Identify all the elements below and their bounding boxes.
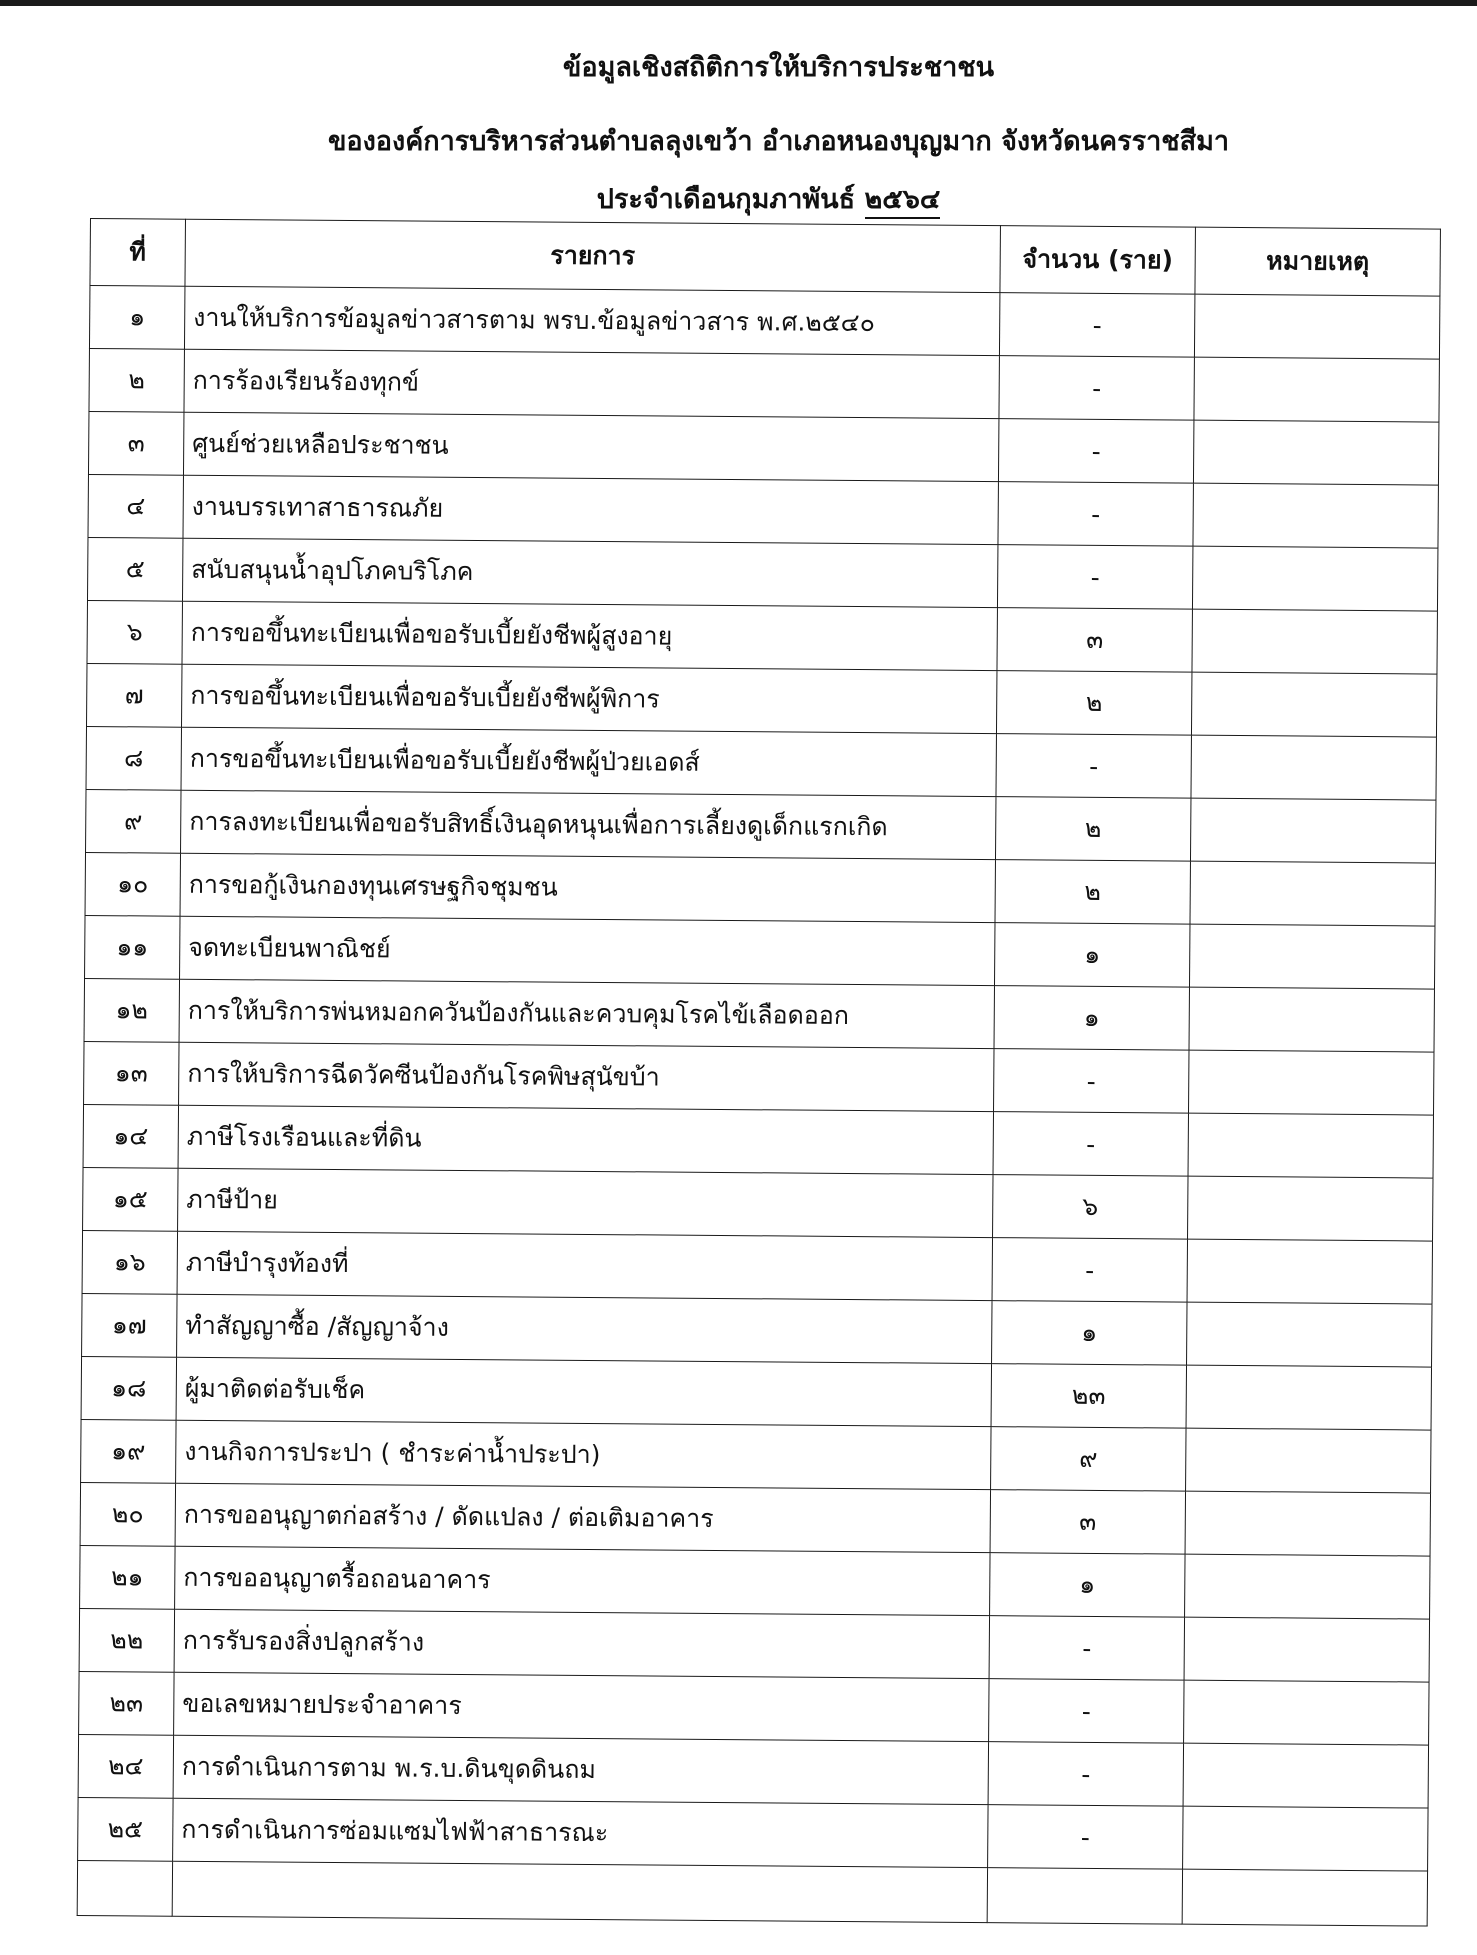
row-note (1193, 420, 1438, 485)
row-count: - (996, 734, 1191, 799)
row-item: งานกิจการประปา ( ชำระค่าน้ำประปา) (176, 1420, 991, 1489)
table-row (79, 1671, 1429, 1745)
table-row (81, 1419, 1431, 1493)
document-subtitle: ขององค์การบริหารส่วนตำบลลุงเขว้า อำเภอหนองบุญมาก จังหวัดนครราชสีมา (327, 126, 1230, 157)
table-row (80, 1545, 1430, 1619)
row-count: ๒ (995, 860, 1190, 925)
row-number: ๒๐ (80, 1482, 175, 1546)
row-item: การให้บริการพ่นหมอกควันป้องกันและควบคุมโรคไข้เลือดออก (179, 979, 994, 1048)
table-row (87, 663, 1437, 737)
row-item: การรับรองสิ่งปลูกสร้าง (174, 1609, 989, 1678)
row-item: ภาษีโรงเรือนและที่ดิน (178, 1105, 993, 1174)
row-note (1193, 483, 1438, 548)
row-note (1185, 1554, 1430, 1619)
row-note (1184, 1680, 1429, 1745)
row-item: การขอกู้เงินกองทุนเศรษฐกิจชุมชน (180, 853, 995, 922)
row-note (1190, 798, 1435, 863)
table-row (79, 1608, 1429, 1682)
period-label: ประจำเดือนกุมภาพันธ์ (596, 184, 865, 215)
table-row (84, 1041, 1434, 1115)
row-number: ๑๖ (82, 1230, 177, 1294)
row-number: ๑๒ (84, 978, 179, 1042)
header-count: จำนวน (ราย) (1000, 226, 1196, 295)
table-row (80, 1482, 1430, 1556)
row-note (1184, 1617, 1429, 1682)
row-item: ขอเลขหมายประจำอาคาร (174, 1672, 989, 1741)
row-item: การขอขึ้นทะเบียนเพื่อขอรับเบี้ยยังชีพผู้สูงอายุ (182, 601, 997, 670)
blank-cell (987, 1868, 1182, 1925)
row-number: ๑๗ (82, 1293, 177, 1357)
row-note (1186, 1365, 1431, 1430)
row-number: ๒๓ (79, 1671, 174, 1735)
table-row (86, 789, 1436, 863)
table-row (84, 978, 1434, 1052)
row-item: สนับสนุนน้ำอุปโภคบริโภค (182, 538, 997, 607)
row-number: ๙ (86, 789, 181, 853)
row-count: - (988, 1805, 1183, 1870)
row-count: - (998, 482, 1193, 547)
row-count: ๒ (996, 671, 1191, 736)
table-row (81, 1356, 1431, 1430)
row-item: ภาษีป้าย (178, 1168, 993, 1237)
row-note (1194, 357, 1439, 422)
row-note (1186, 1428, 1431, 1493)
row-count: - (997, 545, 1192, 610)
row-note (1192, 609, 1437, 674)
row-count: - (989, 1679, 1184, 1744)
row-item: จดทะเบียนพาณิชย์ (180, 916, 995, 985)
blank-cell (1182, 1869, 1427, 1926)
row-count: ๖ (993, 1175, 1188, 1240)
row-item: การขออนุญาตก่อสร้าง / ดัดแปลง / ต่อเติมอาคาร (175, 1483, 990, 1552)
row-number: ๔ (88, 474, 183, 538)
row-item: การดำเนินการซ่อมแซมไฟฟ้าสาธารณะ (173, 1798, 988, 1867)
row-number: ๑๑ (85, 915, 180, 979)
row-number: ๓ (88, 411, 183, 475)
row-item: ทำสัญญาซื้อ /สัญญาจ้าง (177, 1294, 992, 1363)
header-num: ที่ (90, 219, 186, 287)
row-note (1187, 1302, 1432, 1367)
table-row (85, 915, 1435, 989)
table-row (88, 411, 1438, 485)
row-note (1190, 861, 1435, 926)
table-row (78, 1797, 1428, 1871)
row-note (1183, 1806, 1428, 1871)
table-row (78, 1734, 1428, 1808)
table-row-blank (77, 1860, 1427, 1926)
row-number: ๑๘ (81, 1356, 176, 1420)
table-row (87, 537, 1437, 611)
row-number: ๘ (86, 726, 181, 790)
table-row (82, 1293, 1432, 1367)
row-number: ๑ (89, 286, 184, 350)
table-row (88, 474, 1438, 548)
row-count: - (998, 419, 1193, 484)
row-note (1185, 1491, 1430, 1556)
row-number: ๑๔ (83, 1104, 178, 1168)
row-number: ๕ (87, 537, 182, 601)
blank-cell (172, 1861, 987, 1922)
row-count: ๒ (995, 797, 1190, 862)
table-row (82, 1230, 1432, 1304)
row-number: ๒๒ (79, 1608, 174, 1672)
table-row (89, 286, 1439, 360)
row-item: การให้บริการฉีดวัคซีนป้องกันโรคพิษสุนัขบ้า (179, 1042, 994, 1111)
row-note (1189, 924, 1434, 989)
scan-top-edge (0, 0, 1477, 6)
row-item: การดำเนินการตาม พ.ร.บ.ดินขุดดินถม (173, 1735, 988, 1804)
row-count: - (999, 356, 1194, 421)
table-row (89, 348, 1439, 422)
row-note (1191, 735, 1436, 800)
row-count: - (993, 1112, 1188, 1177)
table-row (86, 726, 1436, 800)
row-count: ๑ (990, 1553, 1185, 1618)
row-count: ๒๓ (991, 1364, 1186, 1429)
row-count: ๙ (991, 1427, 1186, 1492)
row-note (1187, 1239, 1432, 1304)
document-period (30, 180, 1477, 220)
table-body (77, 286, 1440, 1927)
row-item: ภาษีบำรุงท้องที่ (177, 1231, 992, 1300)
table-row (87, 600, 1437, 674)
header-item: รายการ (185, 219, 1001, 292)
header-note: หมายเหตุ (1195, 227, 1441, 296)
row-note (1189, 987, 1434, 1052)
row-note (1194, 294, 1439, 359)
period-year: ๒๕๖๔ (865, 184, 941, 219)
row-count: - (989, 1616, 1184, 1681)
row-number: ๒ (89, 348, 184, 412)
row-item: การขอขึ้นทะเบียนเพื่อขอรับเบี้ยยังชีพผู้พิการ (182, 664, 997, 733)
row-count: ๑ (992, 1301, 1187, 1366)
row-note (1191, 672, 1436, 737)
row-count: - (988, 1742, 1183, 1807)
row-number: ๑๐ (85, 852, 180, 916)
row-note (1188, 1176, 1433, 1241)
row-count: ๑ (994, 986, 1189, 1051)
row-count: ๓ (997, 608, 1192, 673)
table-row (83, 1167, 1433, 1241)
row-count: - (992, 1238, 1187, 1303)
row-count: ๓ (990, 1490, 1185, 1555)
row-item: ศูนย์ช่วยเหลือประชาชน (183, 412, 998, 481)
row-number: ๑๓ (84, 1041, 179, 1105)
row-count: - (999, 293, 1194, 358)
table-row (83, 1104, 1433, 1178)
row-count: - (994, 1049, 1189, 1114)
row-number: ๒๕ (78, 1797, 173, 1861)
table-header-row (90, 219, 1440, 297)
row-item: งานบรรเทาสาธารณภัย (183, 475, 998, 544)
row-count: ๑ (994, 923, 1189, 988)
row-number: ๒๔ (78, 1734, 173, 1798)
row-item: การขอขึ้นทะเบียนเพื่อขอรับเบี้ยยังชีพผู้ป่วยเอดส์ (181, 727, 996, 796)
blank-cell (77, 1860, 172, 1916)
row-item: งานให้บริการข้อมูลข่าวสารตาม พรบ.ข้อมูลข่าวสาร พ.ศ.๒๕๔๐ (184, 286, 999, 355)
row-item: ผู้มาติดต่อรับเช็ค (176, 1357, 991, 1426)
row-number: ๒๑ (80, 1545, 175, 1609)
row-item: การร้องเรียนร้องทุกข์ (184, 349, 999, 418)
row-item: การขออนุญาตรื้อถอนอาคาร (175, 1546, 990, 1615)
table-row (85, 852, 1435, 926)
document-title: ข้อมูลเชิงสถิติการให้บริการประชาชน (562, 52, 995, 83)
row-item: การลงทะเบียนเพื่อขอรับสิทธิ์เงินอุดหนุนเพื่อการเลี้ยงดูเด็กแรกเกิด (181, 790, 996, 859)
row-note (1188, 1113, 1433, 1178)
row-number: ๑๕ (83, 1167, 178, 1231)
row-number: ๑๙ (81, 1419, 176, 1483)
row-note (1189, 1050, 1434, 1115)
row-number: ๗ (87, 663, 182, 727)
row-note (1183, 1743, 1428, 1808)
statistics-table (77, 218, 1441, 1927)
row-note (1192, 546, 1437, 611)
row-number: ๖ (87, 600, 182, 664)
